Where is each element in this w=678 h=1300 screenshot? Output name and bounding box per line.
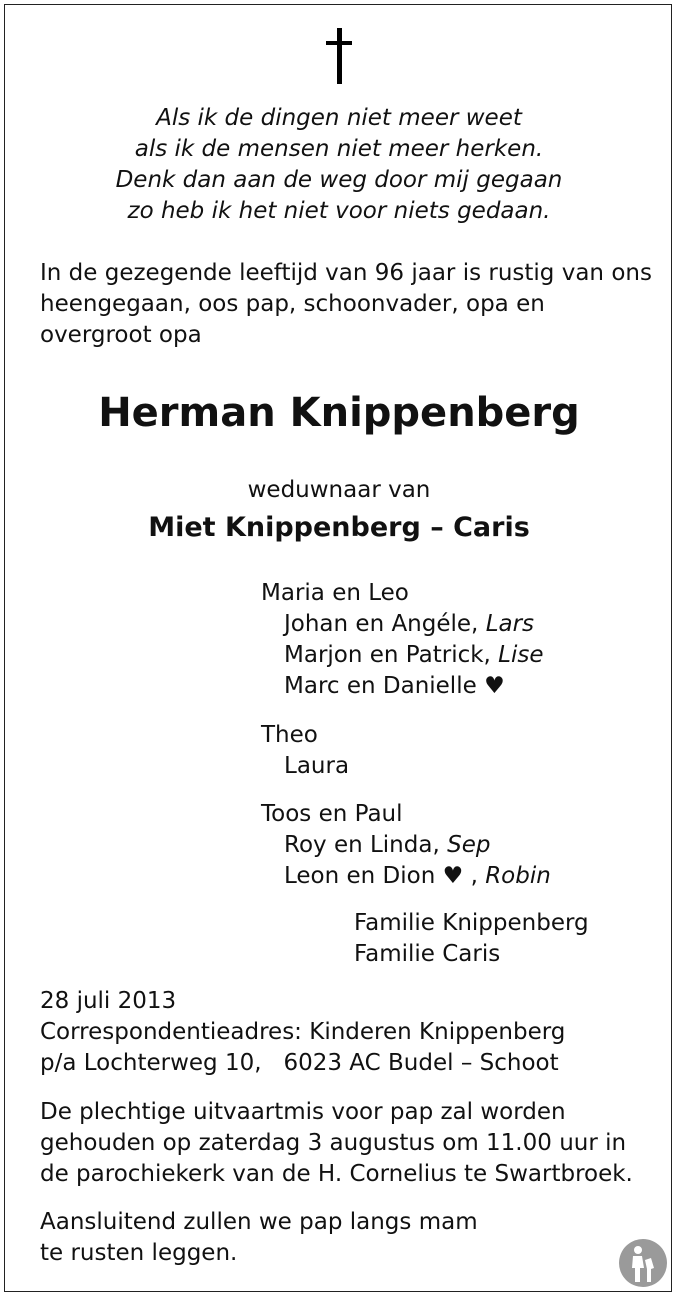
widower-text: weduwnaar van [247,477,431,503]
intro-text [40,258,652,351]
intro-line: heengegaan, oos pap, schoonvader, opa en [40,291,545,317]
other-families [354,908,589,970]
poem-line: als ik de mensen niet meer herken. [134,136,544,162]
service-line: gehouden op zaterdag 3 augustus om 11.00 uur in [40,1130,627,1156]
family-name: Familie Caris [354,941,501,967]
poem-line: Als ik de dingen niet meer weet [156,105,522,131]
intro-line: In de gezegende leeftijd van 96 jaar is rustig van ons [40,260,652,286]
grandchild-name: Lars [485,611,535,637]
grandchild-name: Lise [498,642,544,668]
correspondence-line: p/a Lochterweg 10, 6023 AC Budel – Schoot [40,1050,559,1076]
correspondence-line: Correspondentieadres: Kinderen Knippenberg [40,1019,566,1045]
grandchild-name: Sep [447,832,491,858]
heart-icon: ♥ [484,673,505,699]
memorial-logo-icon [618,1238,668,1288]
family-member: Laura [284,753,350,779]
service-info [40,1097,633,1190]
family-group-maria [261,578,544,702]
burial-info [40,1207,478,1269]
poem [0,103,678,227]
correspondence-block [40,986,565,1079]
family-head: Theo [261,722,318,748]
burial-line: te rusten leggen. [40,1240,238,1266]
family-member: Johan en Angéle, Lars [284,611,535,637]
family-member: Marjon en Patrick, Lise [284,642,544,668]
family-member: Roy en Linda, Sep [284,832,491,858]
spouse-name: Miet Knippenberg – Caris [148,512,530,543]
family-head: Maria en Leo [261,580,409,606]
heart-icon: ♥ [442,863,464,889]
family-member: Leon en Dion ♥ , Robin [284,863,551,889]
poem-line: Denk dan aan de weg door mij gegaan [115,167,563,193]
notice-date: 28 juli 2013 [40,988,177,1014]
service-line: De plechtige uitvaartmis voor pap zal worden [40,1099,566,1125]
intro-line: overgroot opa [40,322,202,348]
family-head: Toos en Paul [261,801,403,827]
family-group-toos [261,799,551,892]
poem-line: zo heb ik het niet voor niets gedaan. [127,198,551,224]
family-group-theo [261,720,349,782]
grandchild-name: Robin [485,863,551,889]
service-line: de parochiekerk van de H. Cornelius te Swartbroek. [40,1161,633,1187]
family-name: Familie Knippenberg [354,910,589,936]
family-member: Marc en Danielle ♥ [284,673,505,699]
deceased-name: Herman Knippenberg [98,390,580,436]
burial-line: Aansluitend zullen we pap langs mam [40,1209,478,1235]
